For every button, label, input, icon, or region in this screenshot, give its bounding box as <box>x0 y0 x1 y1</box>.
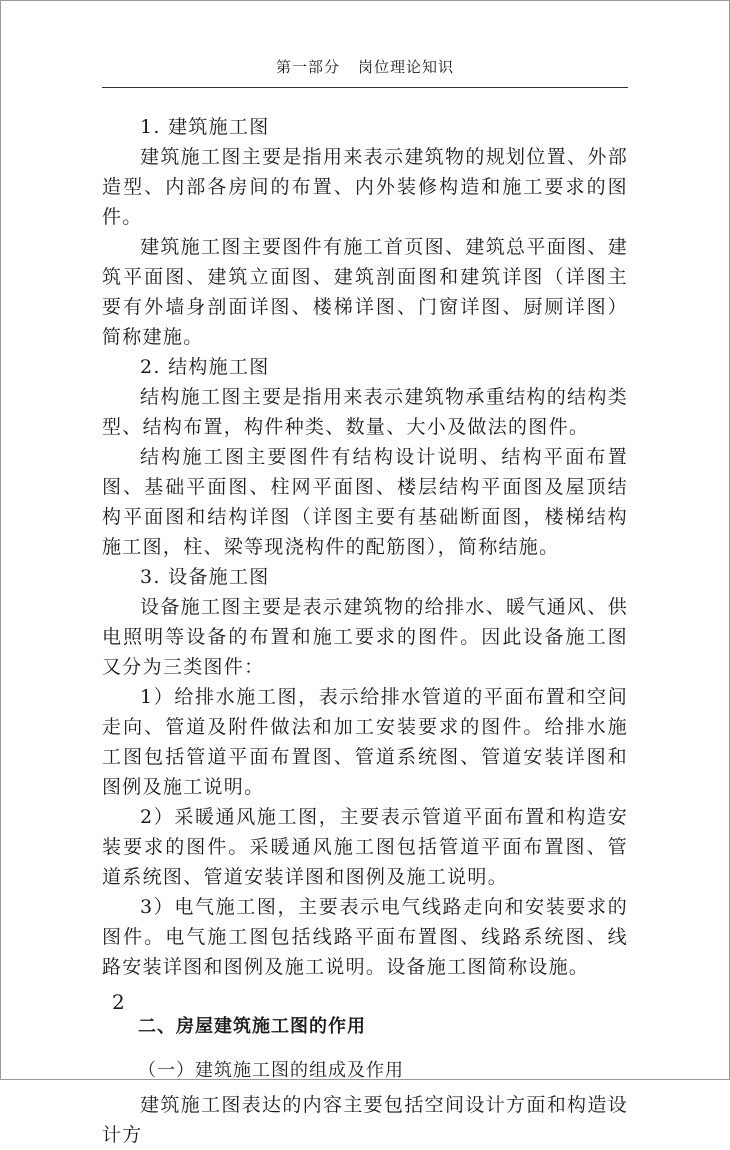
page-body <box>102 112 628 1150</box>
section-heading: 二、房屋建筑施工图的作用 <box>138 1016 366 1037</box>
heading-structural-drawings: 2. 结构施工图 <box>140 356 270 378</box>
header-part: 第一部分 <box>275 58 340 76</box>
page-number: 2 <box>112 990 125 1014</box>
list-item: 2）采暖通风施工图，主要表示管道平面布置和构造安装要求的图件。采暖通风施工图包括管道平面布置图、管道系统图、管道安装详图和图例及施工说明。 <box>102 806 628 888</box>
header-rule <box>102 87 628 88</box>
sub-heading: （一）建筑施工图的组成及作用 <box>138 1060 404 1081</box>
paragraph: 建筑施工图表达的内容主要包括空间设计方面和构造设计方 <box>102 1094 628 1146</box>
paragraph: 建筑施工图主要图件有施工首页图、建筑总平面图、建筑平面图、建筑立面图、建筑剖面图和建筑详图（详图主要有外墙身剖面详图、楼梯详图、门窗详图、厨厕详图）简称建施。 <box>102 236 628 348</box>
paragraph: 结构施工图主要图件有结构设计说明、结构平面布置图、基础平面图、柱网平面图、楼层结构平面图及屋顶结构平面图和结构详图（详图主要有基础断面图，楼梯结构施工图，柱、梁等现浇构件的配筋图），简称结施。 <box>102 446 628 558</box>
header-title: 岗位理论知识 <box>358 58 455 76</box>
running-header <box>102 56 628 77</box>
heading-equipment-drawings: 3. 设备施工图 <box>140 566 270 588</box>
paragraph: 设备施工图主要是表示建筑物的给排水、暖气通风、供电照明等设备的布置和施工要求的图件。因此设备施工图又分为三类图件： <box>102 596 628 678</box>
paragraph: 结构施工图主要是指用来表示建筑物承重结构的结构类型、结构布置，构件种类、数量、大小及做法的图件。 <box>102 386 628 438</box>
paragraph: 建筑施工图主要是指用来表示建筑物的规划位置、外部造型、内部各房间的布置、内外装修构造和施工要求的图件。 <box>102 146 628 228</box>
heading-architectural-drawings: 1. 建筑施工图 <box>140 116 270 138</box>
list-item: 3）电气施工图，主要表示电气线路走向和安装要求的图件。电气施工图包括线路平面布置图、线路系统图、线路安装详图和图例及施工说明。设备施工图简称设施。 <box>102 896 628 978</box>
list-item: 1）给排水施工图，表示给排水管道的平面布置和空间走向、管道及附件做法和加工安装要求的图件。给排水施工图包括管道平面布置图、管道系统图、管道安装详图和图例及施工说明。 <box>102 686 628 798</box>
